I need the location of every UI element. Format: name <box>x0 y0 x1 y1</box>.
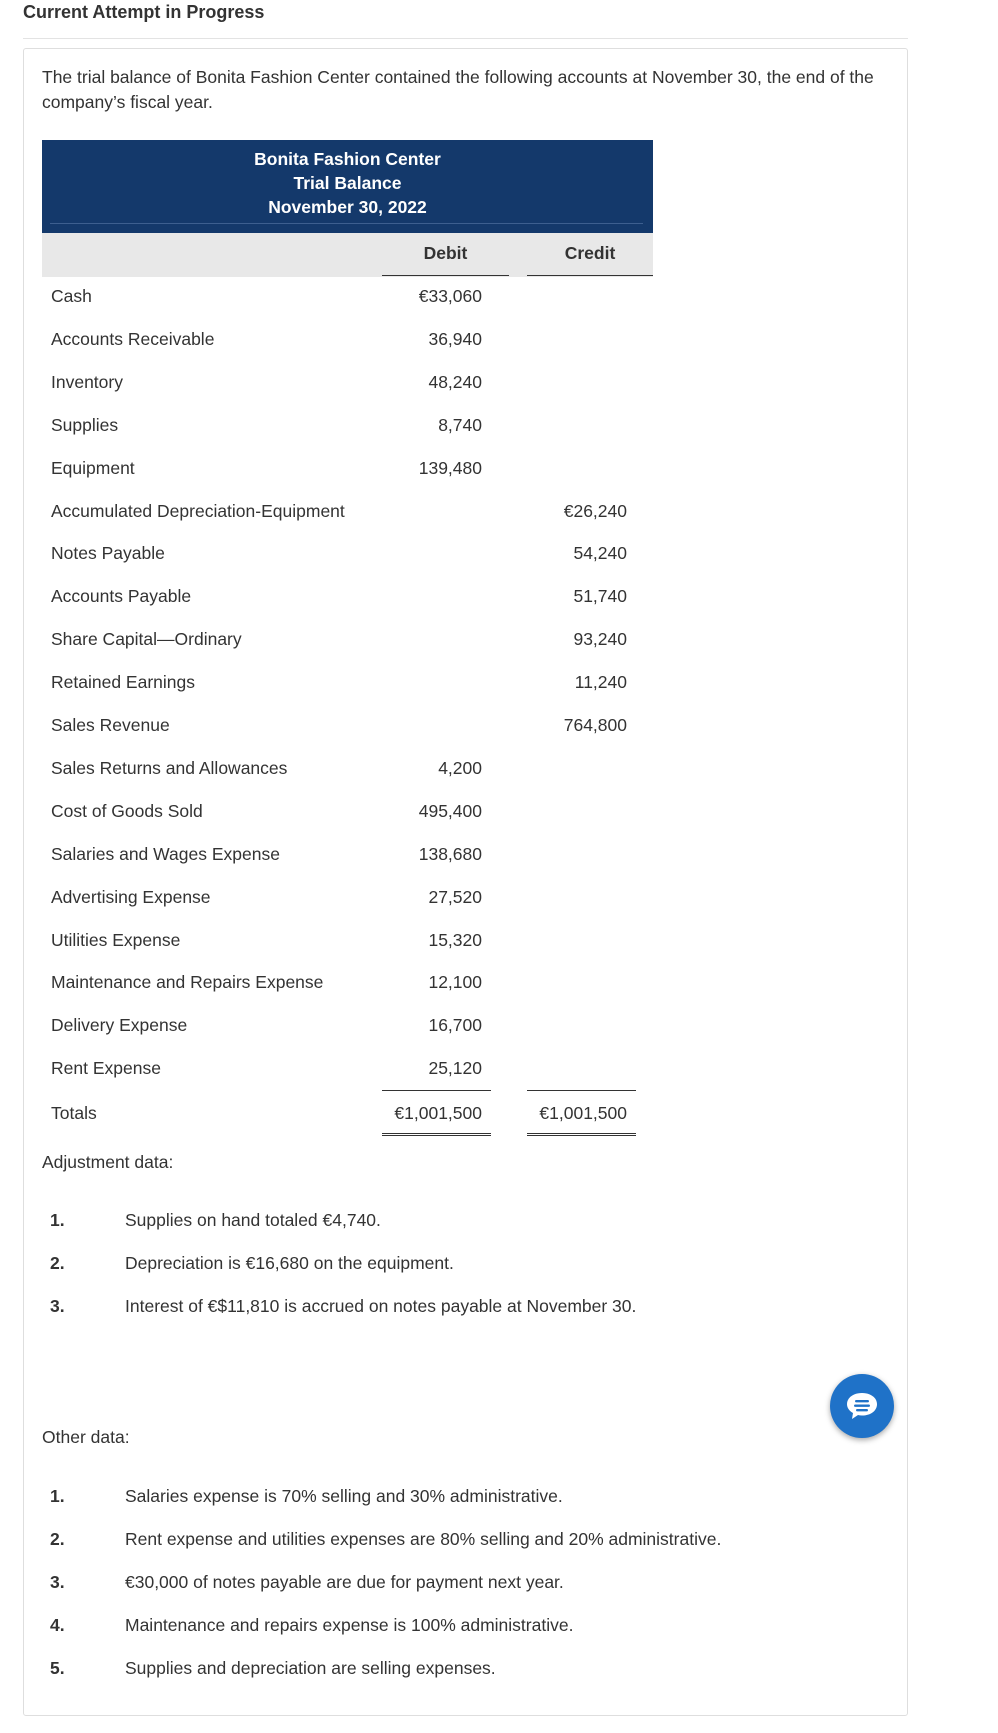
table-row <box>42 492 653 535</box>
item-text: Supplies on hand totaled €4,740. <box>125 1210 381 1230</box>
table-row <box>42 277 653 320</box>
debit-header-rule <box>382 275 509 276</box>
account-name: Equipment <box>51 457 135 478</box>
list-item <box>42 1658 882 1688</box>
account-name: Advertising Expense <box>51 886 211 907</box>
question-card <box>23 48 908 1716</box>
totals-debit: €1,001,500 <box>394 1103 482 1123</box>
account-name: Sales Returns and Allowances <box>51 757 288 778</box>
debit-amount: 139,480 <box>418 457 482 478</box>
table-row <box>42 921 653 964</box>
item-number: 2. <box>50 1253 65 1273</box>
table-row <box>42 449 653 492</box>
totals-row <box>42 1094 653 1137</box>
debit-amount: 15,320 <box>428 929 482 950</box>
account-name: Salaries and Wages Expense <box>51 843 280 864</box>
account-name: Accumulated Depreciation-Equipment <box>51 500 345 521</box>
account-name: Inventory <box>51 371 123 392</box>
item-number: 5. <box>50 1658 65 1678</box>
account-name: Accounts Receivable <box>51 328 215 349</box>
table-row <box>42 1006 653 1049</box>
list-item <box>42 1296 882 1326</box>
item-text: Salaries expense is 70% selling and 30% administrative. <box>125 1486 563 1506</box>
other-data-label: Other data: <box>42 1427 130 1447</box>
debit-amount: 8,740 <box>438 414 482 435</box>
debit-header: Debit <box>423 243 468 263</box>
totals-credit: €1,001,500 <box>539 1103 627 1123</box>
table-row <box>42 835 653 878</box>
account-name: Retained Earnings <box>51 672 195 693</box>
table-row <box>42 663 653 706</box>
account-name: Accounts Payable <box>51 586 192 607</box>
debit-amount: €33,060 <box>418 286 482 306</box>
account-name: Utilities Expense <box>51 929 181 950</box>
credit-subtotal-rule <box>527 1090 636 1091</box>
debit-amount: 4,200 <box>438 757 482 778</box>
debit-amount: 12,100 <box>428 972 482 993</box>
table-row <box>42 706 653 749</box>
credit-amount: 54,240 <box>573 543 627 564</box>
debit-total-double-rule <box>382 1133 491 1136</box>
account-name: Rent Expense <box>51 1058 161 1079</box>
company-name: Bonita Fashion Center <box>254 149 441 169</box>
debit-subtotal-rule <box>382 1090 491 1091</box>
table-row <box>42 749 653 792</box>
credit-amount: 51,740 <box>573 586 627 607</box>
item-text: Supplies and depreciation are selling expenses. <box>125 1658 496 1678</box>
account-name: Maintenance and Repairs Expense <box>51 972 324 993</box>
question-intro: The trial balance of Bonita Fashion Center contained the following accounts at November 30, the end of the company’s fiscal year. <box>42 67 874 112</box>
account-name: Cash <box>51 286 92 306</box>
credit-amount: 11,240 <box>574 672 627 693</box>
header-divider <box>50 223 643 224</box>
debit-amount: 48,240 <box>428 371 482 392</box>
item-text: Interest of €$11,810 is accrued on notes payable at November 30. <box>125 1296 637 1316</box>
debit-amount: 25,120 <box>428 1058 482 1079</box>
list-item <box>42 1486 882 1516</box>
account-name: Delivery Expense <box>51 1015 188 1036</box>
chat-button[interactable] <box>830 1374 894 1438</box>
item-text: €30,000 of notes payable are due for payment next year. <box>125 1572 564 1592</box>
debit-amount: 495,400 <box>418 800 482 821</box>
table-row <box>42 363 653 406</box>
debit-amount: 138,680 <box>418 843 482 864</box>
account-name: Sales Revenue <box>51 715 170 735</box>
table-row <box>42 792 653 835</box>
table-row <box>42 620 653 663</box>
statement-name: Trial Balance <box>293 173 402 193</box>
item-number: 3. <box>50 1572 65 1592</box>
item-number: 1. <box>50 1210 65 1230</box>
list-item <box>42 1572 882 1602</box>
list-item <box>42 1615 882 1645</box>
debit-amount: 16,700 <box>428 1015 482 1036</box>
item-text: Rent expense and utilities expenses are 80% selling and 20% administrative. <box>125 1529 722 1549</box>
item-text: Depreciation is €16,680 on the equipment. <box>125 1253 454 1273</box>
page-title: Current Attempt in Progress <box>23 2 265 22</box>
totals-label: Totals <box>51 1103 97 1123</box>
table-row <box>42 963 653 1006</box>
debit-amount: 27,520 <box>428 886 482 907</box>
trial-balance-header <box>42 140 653 233</box>
debit-amount: 36,940 <box>428 328 482 349</box>
table-row <box>42 406 653 449</box>
account-name: Cost of Goods Sold <box>51 800 203 821</box>
credit-amount: €26,240 <box>563 500 627 521</box>
statement-date: November 30, 2022 <box>268 197 427 217</box>
adjustment-data-label: Adjustment data: <box>42 1152 174 1172</box>
item-number: 4. <box>50 1615 65 1635</box>
account-name: Notes Payable <box>51 543 165 564</box>
chat-icon <box>844 1391 880 1421</box>
credit-amount: 764,800 <box>563 715 627 735</box>
page-header <box>23 0 908 39</box>
account-name: Share Capital—Ordinary <box>51 629 242 650</box>
credit-amount: 93,240 <box>573 629 627 650</box>
table-row <box>42 577 653 620</box>
credit-header: Credit <box>564 243 616 263</box>
credit-header-rule <box>527 275 653 276</box>
item-number: 2. <box>50 1529 65 1549</box>
list-item <box>42 1210 882 1240</box>
table-row <box>42 320 653 363</box>
table-row <box>42 1049 653 1092</box>
list-item <box>42 1253 882 1283</box>
table-row <box>42 534 653 577</box>
credit-total-double-rule <box>527 1133 636 1136</box>
column-headers <box>42 233 653 277</box>
item-number: 1. <box>50 1486 65 1506</box>
list-item <box>42 1529 882 1559</box>
table-row <box>42 878 653 921</box>
item-text: Maintenance and repairs expense is 100% administrative. <box>125 1615 574 1635</box>
item-number: 3. <box>50 1296 65 1316</box>
account-name: Supplies <box>51 414 119 435</box>
